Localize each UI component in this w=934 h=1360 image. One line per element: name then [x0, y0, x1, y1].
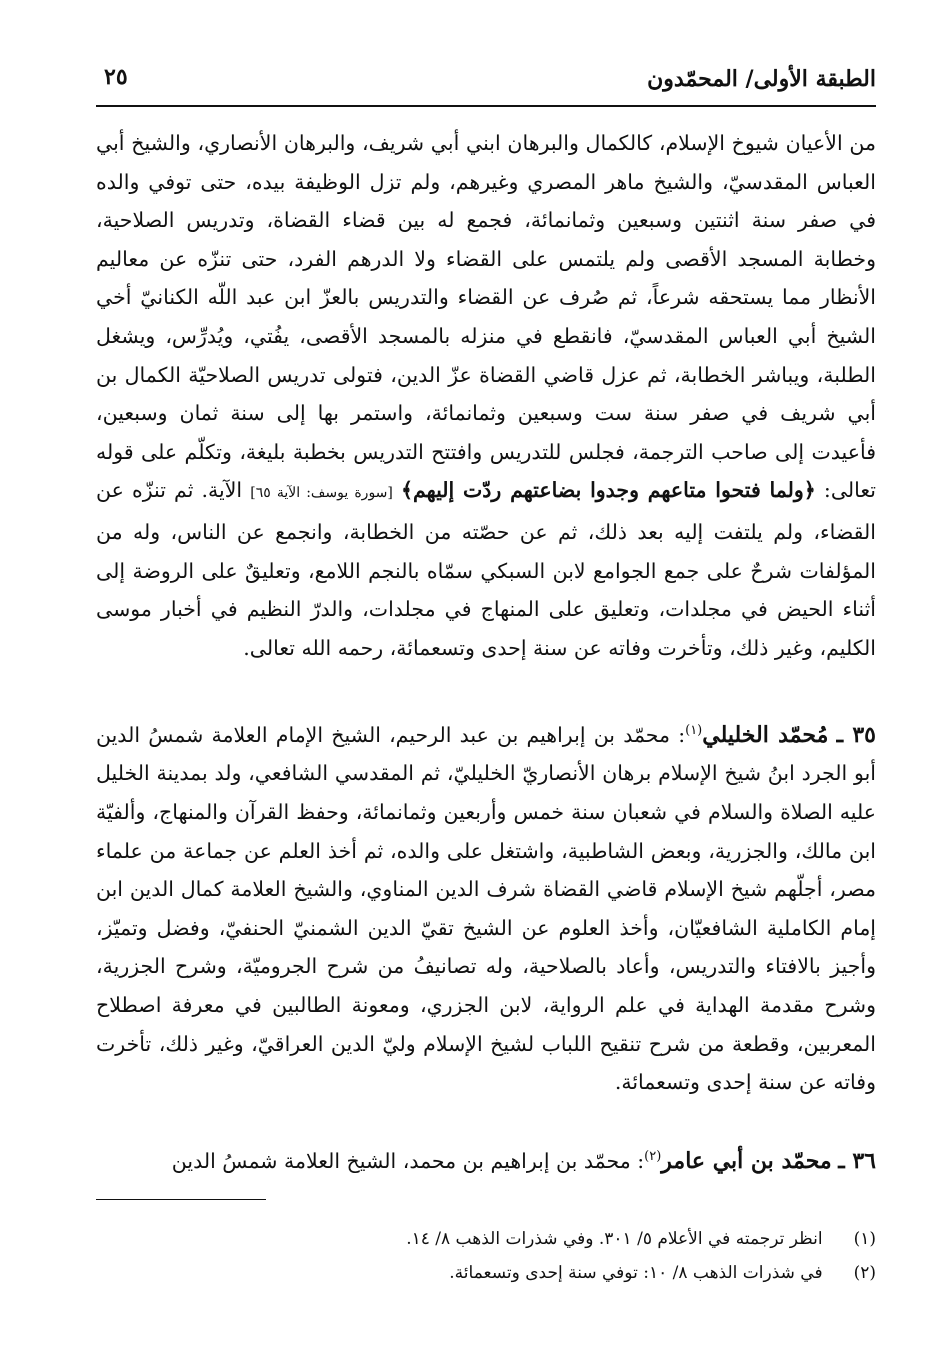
paragraph-text-continued: الآية. ثم تنزّه عن القضاء، ولم يلتفت إليه بعد ذلك، ثم عن حصّته من الخطابة، وانجمع عن الناس، وله من المؤلفات شرحٌ على جمع الجوامع لابن السبكي سمّاه بالنجم اللامع، وتعليقٌ على الروضة إلى أثناء الحيض في مجلدات، وتعليق على المنهاج في مجلدات، والدرّ النظيم في أخبار موسى الكليم، وغير ذلك، وتأخرت وفاته عن سنة إحدى وتسعمائة، رحمه الله تعالى. — [96, 478, 876, 660]
entry-name: مُحمّد الخليلي — [702, 721, 829, 748]
footnote — [96, 1256, 876, 1290]
footnote-marker[interactable]: (١) — [685, 723, 703, 738]
entry-35 — [96, 712, 876, 1102]
footnotes — [96, 1222, 876, 1290]
entry-number: ٣٦ ـ — [838, 1147, 876, 1174]
entry-text: : محمّد بن إبراهيم بن عبد الرحيم، الشيخ الإمام العلامة شمسُ الدين أبو الجرد ابنُ شيخ الإسلام برهان الأنصاريّ الخليليّ، ثم المقدسي الشافعي، ولد بمدينة الخليل عليه الصلاة والسلام في شعبان سنة خمس وأربعين وثمانمائة، وحفظ القرآن والمنهاج، وألفيّة ابن مالك، والجزرية، وبعض الشاطبية، واشتغل على والده، ثم أخذ العلم عن جماعة من علماء مصر، أجلّهم شيخ الإسلام قاضي القضاة شرف الدين المناوي، والشيخ العلامة كمال الدين ابن إمام الكاملية الشافعيّان، وأخذ العلوم عن الشيخ تقيّ الدين الشمنيّ الحنفيّ، وفضل وتميّز، وأجيز بالافتاء والتدريس، وأعاد بالصلاحية، وله تصانيفُ من شرح الجروميّة، وشرح الجزرية، وشرح مقدمة الهداية في علم الرواية، لابن الجزري، ومعونة الطالبين في معرفة اصطلاح المعربين، وقطعة من شرح تنقيح اللباب لشيخ الإسلام وليّ الدين العراقيّ، وغير ذلك، تأخرت وفاته عن سنة إحدى وتسعمائة. — [96, 722, 876, 1095]
footnote-text: في شذرات الذهب ٨/ ١٠: توفي سنة إحدى وتسعمائة. — [449, 1263, 823, 1283]
footnote-text: انظر ترجمته في الأعلام ٥/ ٣٠١. وفي شذرات الذهب ٨/ ١٤. — [406, 1229, 823, 1249]
footnote-separator — [96, 1199, 266, 1200]
running-header — [96, 60, 876, 100]
page-number: ٢٥ — [104, 64, 128, 90]
surah-reference: [سورة يوسف: الآية ٦٥] — [250, 485, 393, 502]
header-title: الطبقة الأولى/ المحمّدون — [647, 66, 876, 92]
entry-36 — [96, 1138, 876, 1180]
footnote-number: (٢) — [853, 1263, 876, 1283]
entry-number: ٣٥ ـ — [836, 721, 876, 748]
header-rule — [96, 105, 876, 107]
entry-name: محمّد بن أبي عامر — [661, 1147, 832, 1174]
quran-verse: ﴿ولما فتحوا متاعهم وجدوا بضاعتهم ردّت إليهم﴾ — [401, 478, 816, 503]
entry-text: : محمّد بن إبراهيم بن محمد، الشيخ العلامة شمسُ الدين — [171, 1148, 645, 1173]
footnote — [96, 1222, 876, 1256]
paragraph-continuation — [96, 124, 876, 667]
paragraph-text: من الأعيان شيوخ الإسلام، كالكمال والبرهان ابني أبي شريف، والبرهان الأنصاري، والشيخ أبي العباس المقدسيّ، والشيخ ماهر المصري وغيرهم، ولم تزل الوظيفة بيده، حتى توفي والده في صفر سنة اثنتين وسبعين وثمانمائة، فجمع له بين قضاء القضاة، وتدريس الصلاحية، وخطابة المسجد الأقصى ولم يلتمس على القضاء ولا الدرهم الفرد، حتى تنزّه عن معاليم الأنظار مما يستحقه شرعاً، ثم صُرف عن القضاء والتدريس بالعزّ ابن عبد اللّه الكنانيّ أخي الشيخ أبي العباس المقدسيّ، فانقطع في منزله بالمسجد الأقصى، يفُتي، ويُدرِّس، ويشغل الطلبة، ويباشر الخطابة، ثم عزل قاضي القضاة عزّ الدين، فتولى تدريس الصلاحيّة الكمال بن أبي شريف في صفر سنة ست وسبعين وثمانمائة، واستمر بها إلى سنة ثمان وسبعين، فأعيدت إلى صاحب الترجمة، فجلس للتدريس وافتتح التدريس بخطبة بليغة، وتكلّم على قوله تعالى: — [96, 131, 876, 503]
footnote-marker[interactable]: (٢) — [644, 1149, 662, 1164]
footnote-number: (١) — [853, 1229, 876, 1249]
